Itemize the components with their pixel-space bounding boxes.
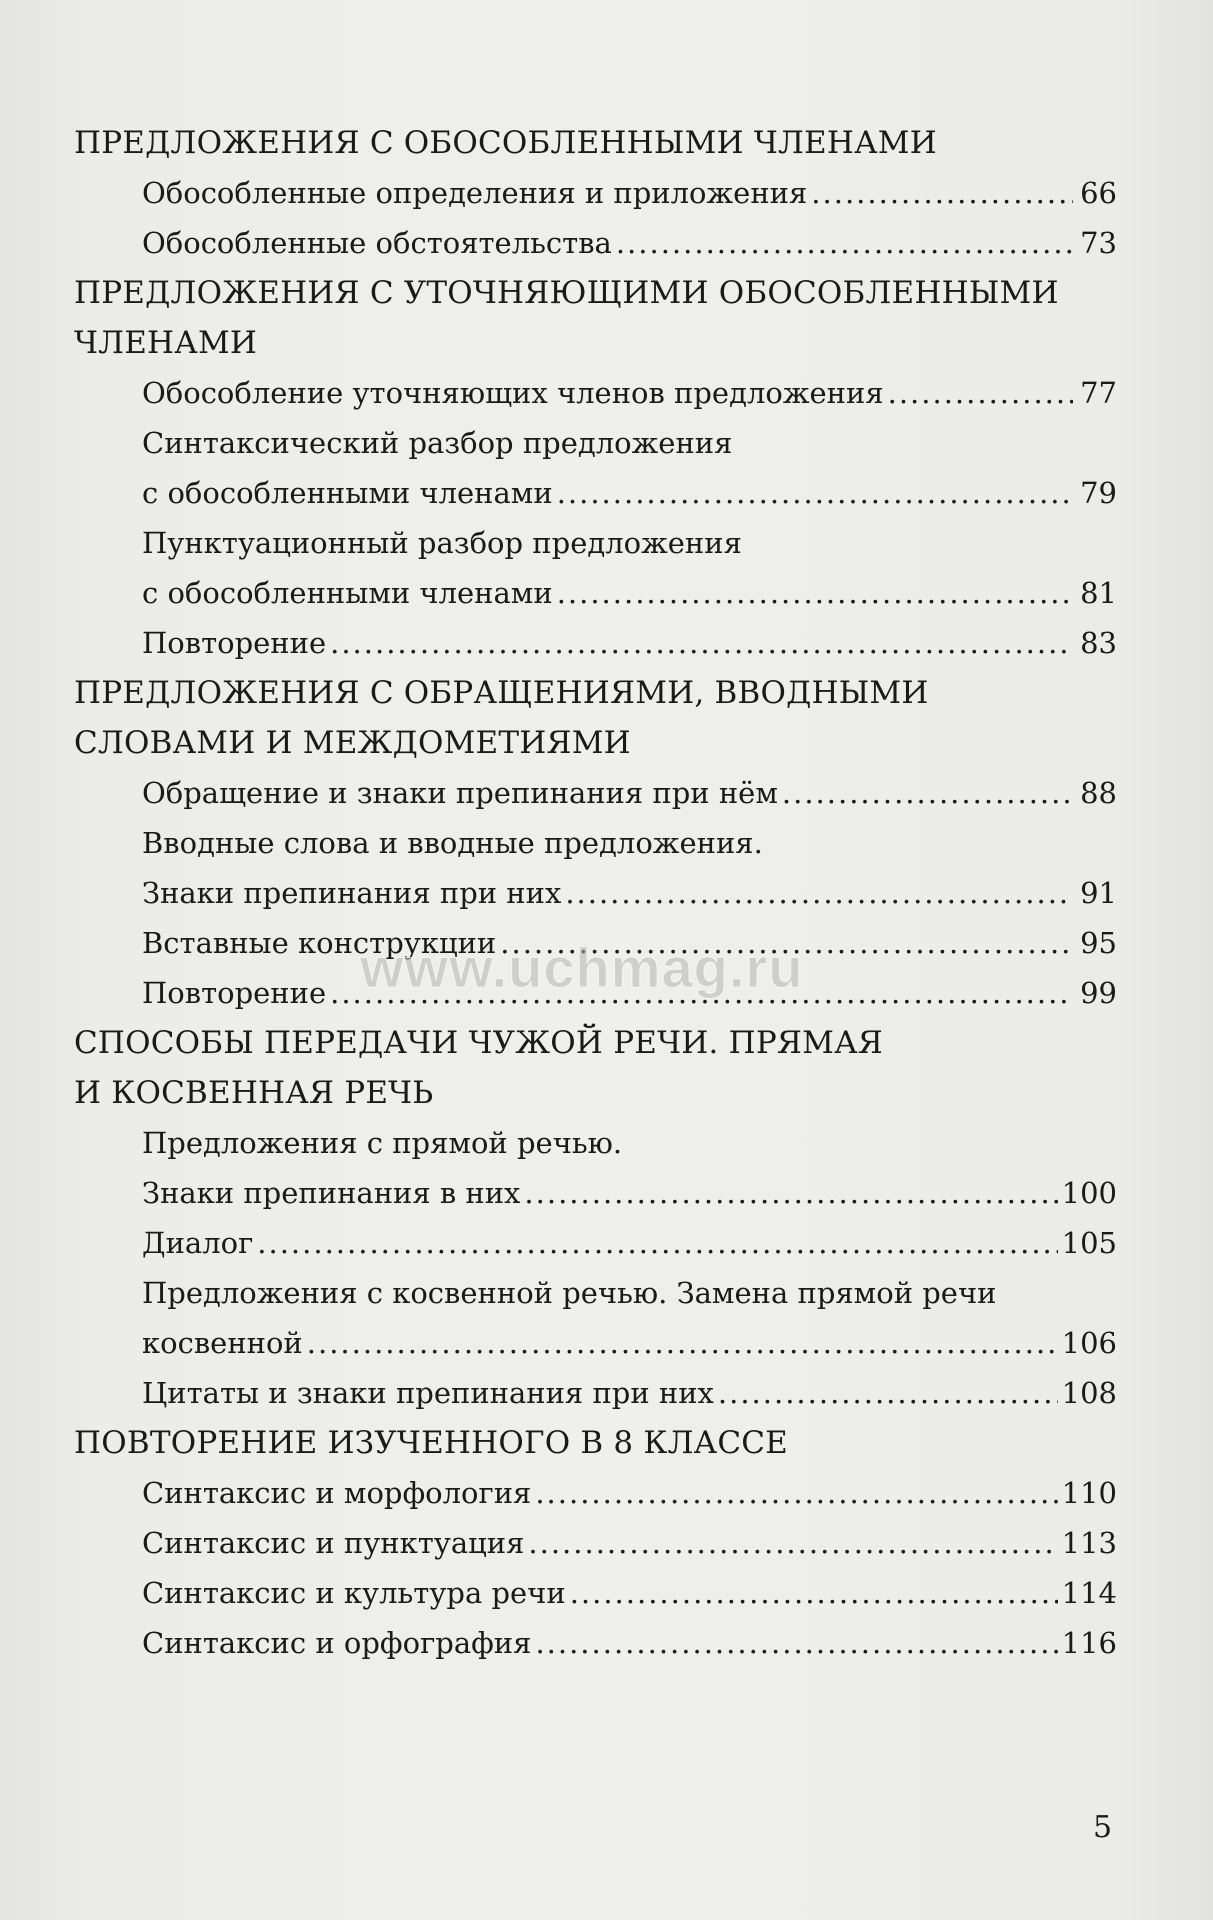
toc-entry <box>142 1368 1117 1418</box>
entry-page: 105 <box>1061 1226 1117 1260</box>
dot-leader <box>616 218 1073 268</box>
entry-title: Повторение <box>142 626 327 660</box>
dot-leader <box>307 1318 1058 1368</box>
entry-page: 73 <box>1080 226 1117 260</box>
toc-entry <box>142 568 1117 618</box>
entry-title-line: Предложения с прямой речью. <box>142 1126 623 1160</box>
entry-page: 113 <box>1061 1526 1117 1560</box>
entry-title: Цитаты и знаки препинания при них <box>142 1376 714 1410</box>
section-heading-continued: ЧЛЕНАМИ <box>74 325 258 361</box>
entry-title: Обращение и знаки препинания при нём <box>142 776 778 810</box>
toc-entry <box>142 218 1117 268</box>
dot-leader <box>257 1218 1057 1268</box>
entry-title: Диалог <box>142 1226 254 1260</box>
dot-leader <box>888 368 1073 418</box>
entry-title-line: Вводные слова и вводные предложения. <box>142 826 763 860</box>
toc-entry <box>142 468 1117 518</box>
entry-page: 81 <box>1080 576 1117 610</box>
entry-page: 83 <box>1080 626 1117 660</box>
section-heading: ПРЕДЛОЖЕНИЯ С УТОЧНЯЮЩИМИ ОБОСОБЛЕННЫМИ <box>74 275 1059 311</box>
toc-entry <box>142 768 1117 818</box>
watermark-text: www.uchmag.ru <box>360 936 804 999</box>
entry-page: 66 <box>1080 176 1117 210</box>
toc-entry <box>142 168 1117 218</box>
entry-title-line: Предложения с косвенной речью. Замена прямой речи <box>142 1276 997 1310</box>
dot-leader <box>535 1468 1057 1518</box>
dot-leader <box>528 1518 1057 1568</box>
section-heading-continued: И КОСВЕННАЯ РЕЧЬ <box>74 1075 434 1111</box>
entry-page: 79 <box>1080 476 1117 510</box>
entry-title: Синтаксис и культура речи <box>142 1576 566 1610</box>
toc-entry <box>142 1218 1117 1268</box>
dot-leader <box>718 1368 1058 1418</box>
entry-title: Синтаксис и пунктуация <box>142 1526 525 1560</box>
toc-entry <box>142 1618 1117 1668</box>
toc-entry <box>142 368 1117 418</box>
entry-page: 114 <box>1061 1576 1117 1610</box>
entry-page: 106 <box>1061 1326 1117 1360</box>
dot-leader <box>570 1568 1058 1618</box>
entry-page: 95 <box>1080 926 1117 960</box>
toc-entry <box>142 1568 1117 1618</box>
entry-title: Повторение <box>142 976 327 1010</box>
entry-title-continued: с обособленными членами <box>142 476 553 510</box>
dot-leader <box>565 868 1073 918</box>
entry-title: Обособленные определения и приложения <box>142 176 808 210</box>
toc-entry <box>142 1518 1117 1568</box>
entry-page: 110 <box>1061 1476 1117 1510</box>
entry-page: 77 <box>1080 376 1117 410</box>
dot-leader <box>782 768 1073 818</box>
toc-entry <box>142 1318 1117 1368</box>
dot-leader <box>557 468 1073 518</box>
entry-title-continued: с обособленными членами <box>142 576 553 610</box>
section-heading: ПРЕДЛОЖЕНИЯ С ОБОСОБЛЕННЫМИ ЧЛЕНАМИ <box>74 125 937 161</box>
page-number: 5 <box>1093 1810 1113 1845</box>
entry-page: 88 <box>1080 776 1117 810</box>
entry-page: 116 <box>1061 1626 1117 1660</box>
entry-title: Вставные конструкции <box>142 926 497 960</box>
section-heading: ПОВТОРЕНИЕ ИЗУЧЕННОГО В 8 КЛАССЕ <box>74 1425 788 1461</box>
toc-entry <box>142 618 1117 668</box>
entry-page: 91 <box>1080 876 1117 910</box>
entry-title: Обособление уточняющих членов предложения <box>142 376 884 410</box>
dot-leader <box>811 168 1073 218</box>
section-heading: ПРЕДЛОЖЕНИЯ С ОБРАЩЕНИЯМИ, ВВОДНЫМИ <box>74 675 929 711</box>
dot-leader <box>524 1168 1057 1218</box>
entry-title: Обособленные обстоятельства <box>142 226 612 260</box>
dot-leader <box>330 618 1073 668</box>
dot-leader <box>535 1618 1057 1668</box>
toc-entry <box>142 1168 1117 1218</box>
toc-entry <box>142 1468 1117 1518</box>
entry-page: 108 <box>1061 1376 1117 1410</box>
table-of-contents <box>74 118 1117 1668</box>
dot-leader <box>557 568 1073 618</box>
entry-page: 99 <box>1080 976 1117 1010</box>
section-heading-continued: СЛОВАМИ И МЕЖДОМЕТИЯМИ <box>74 725 631 761</box>
entry-title: Синтаксис и орфография <box>142 1626 532 1660</box>
entry-title-line: Синтаксический разбор предложения <box>142 426 733 460</box>
section-heading: СПОСОБЫ ПЕРЕДАЧИ ЧУЖОЙ РЕЧИ. ПРЯМАЯ <box>74 1025 883 1061</box>
entry-title-continued: Знаки препинания при них <box>142 876 562 910</box>
entry-page: 100 <box>1061 1176 1117 1210</box>
entry-title-continued: косвенной <box>142 1326 303 1360</box>
entry-title: Синтаксис и морфология <box>142 1476 532 1510</box>
entry-title-line: Пунктуационный разбор предложения <box>142 526 742 560</box>
toc-entry <box>142 868 1117 918</box>
entry-title-continued: Знаки препинания в них <box>142 1176 521 1210</box>
